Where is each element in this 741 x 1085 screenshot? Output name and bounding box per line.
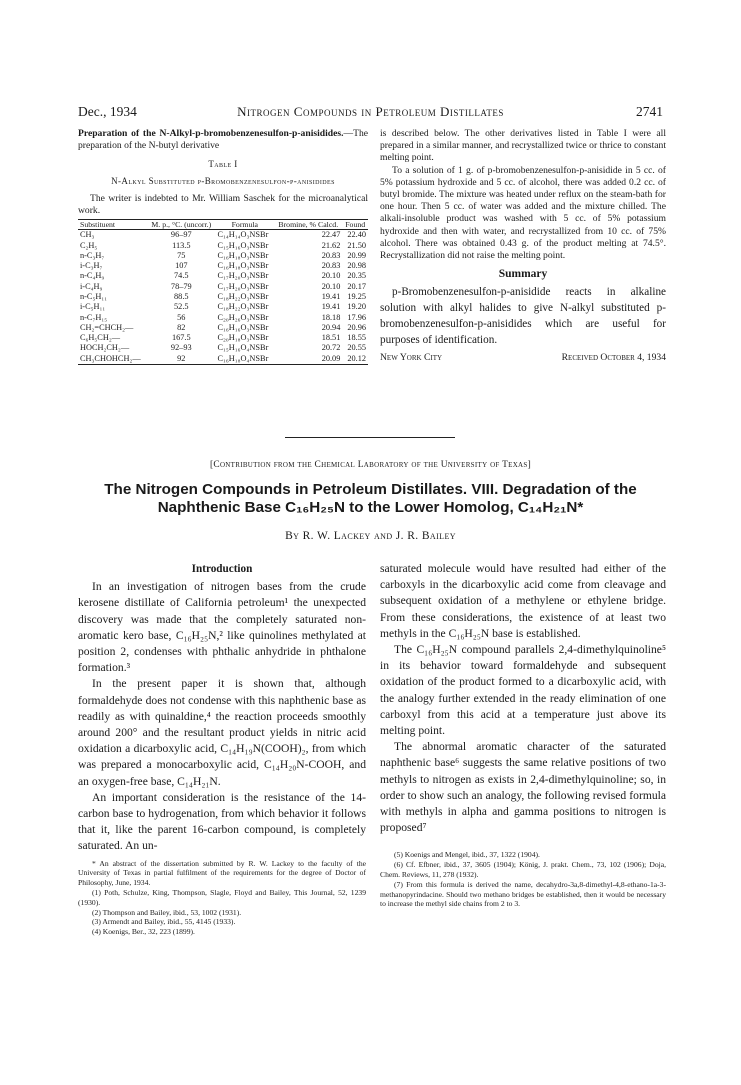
- cell-calcd: 20.72: [321, 343, 341, 353]
- table-row: [78, 271, 368, 281]
- cell-mp: 107: [175, 261, 188, 271]
- cell-calcd: 18.18: [321, 312, 341, 322]
- table-body: [78, 230, 368, 365]
- left-column: [78, 128, 368, 365]
- cell-found: 20.17: [347, 281, 366, 291]
- cell-calcd: 21.62: [321, 240, 341, 250]
- table-header-row: [78, 220, 368, 230]
- summary-title: Summary: [498, 268, 548, 281]
- cell-found: 22.40: [347, 230, 366, 240]
- footnote-6: (6) Cf. Efbner, ibid., 37, 3605 (1904); König, J. prakt. Chem., 73, 102 (1906); Doja, Chem. Reviews, 11, 278 (1932).: [380, 860, 666, 880]
- cell-formula: C₁₈H₂₂O₃NSBr: [217, 302, 269, 312]
- table-row: [78, 323, 368, 333]
- cell-mp: 52.5: [174, 302, 189, 312]
- cell-substituent: C₆H₅CH₂—: [80, 333, 121, 343]
- cell-formula: C₁₄H₁₄O₃NSBr: [217, 230, 269, 240]
- intro-heading: Introduction: [191, 563, 253, 575]
- cell-substituent: i-C₄H₉: [80, 281, 103, 291]
- cell-mp: 74.5: [174, 271, 189, 281]
- footnote-4: (4) Koenigs, Ber., 32, 223 (1899).: [92, 927, 195, 937]
- cell-calcd: 19.41: [321, 292, 341, 301]
- cell-found: 20.12: [347, 353, 366, 363]
- cell-mp: 82: [177, 322, 186, 332]
- table-row: [78, 354, 368, 365]
- cell-formula: C₁₇H₂₀O₃NSBr: [217, 271, 269, 281]
- summary-text: p-Bromobenzenesulfon-p-anisidide reacts in alkaline solution with alkyl halides to give N-alkyl substituted p-bromobenzenesulfon-p-anisidides which are useful for purposes of identification.: [380, 286, 666, 347]
- cell-found: 18.55: [347, 333, 366, 343]
- header-title: Nitrogen Compounds in Petroleum Distillates: [237, 104, 504, 119]
- table-row: [78, 313, 368, 323]
- page-number: 2741: [636, 104, 663, 119]
- cell-substituent: n-C₇H₁₅: [80, 312, 108, 322]
- footnote-star: * An abstract of the dissertation submitted by R. W. Lackey to the faculty of the University of Texas in partial fulfilment of the requirements for the degree of Doctor of Philosophy, June, 1934.: [78, 858, 366, 888]
- cell-formula: C₁₆H₁₈O₃NSBr: [217, 250, 269, 260]
- cell-mp: 56: [177, 312, 186, 322]
- received-date: Received October 4, 1934: [561, 352, 666, 364]
- footnotes-left: [78, 859, 366, 937]
- table-row: [78, 333, 368, 343]
- cell-calcd: 22.47: [321, 230, 341, 240]
- table-row: [78, 230, 368, 241]
- cell-mp: 78–79: [170, 281, 192, 291]
- cell-found: 20.55: [347, 343, 366, 353]
- cell-substituent: i-C₃H₇: [80, 261, 103, 271]
- cell-found: 17.96: [347, 312, 366, 322]
- cell-mp: 92–93: [170, 343, 192, 353]
- table-row: [78, 343, 368, 353]
- cell-calcd: 20.83: [321, 261, 341, 271]
- contribution-line: [Contribution from the Chemical Laboratory of the University of Texas]: [209, 460, 532, 470]
- cell-substituent: n-C₅H₁₁: [80, 292, 108, 301]
- body-right: [380, 561, 666, 909]
- footnote-1: (1) Poth, Schulze, King, Thompson, Slagle, Floyd and Bailey, This Journal, 52, 1239 (1930).: [78, 888, 366, 907]
- title-line-2: Naphthenic Base C₁₆H₂₅N to the Lower Homolog, C₁₄H₂₁N*: [157, 499, 584, 516]
- cell-formula: C₁₅H₁₆O₄NSBr: [217, 343, 269, 353]
- cell-formula: C₂₀H₂₆O₃NSBr: [217, 312, 269, 322]
- body-left: [78, 561, 366, 937]
- cell-found: 20.98: [347, 261, 366, 271]
- city: New York City: [380, 352, 443, 364]
- cell-calcd: 19.41: [321, 302, 341, 312]
- body-right-p1: saturated molecule would have resulted had either of the carboxyls in the dicarboxylic acid come from cleavage and subsequent oxidation of a methylene or ethylene bridge. From these considerations, the existence of at least two methyls in the C₁₆H₂₅N base is established.: [380, 562, 666, 640]
- cell-found: 19.25: [347, 292, 366, 301]
- body-left-p1: In an investigation of nitrogen bases from the crude kerosene distillate of California petroleum¹ the unexpected discovery was made that the completely saturated non-aromatic kero base, C₁₆H₂₅N,² like quinolines methylated at position 2, condenses with phthalic anhydride in phthalone formation.³: [78, 580, 366, 675]
- authors: By R. W. Lackey and J. R. Bailey: [285, 530, 456, 542]
- table-row: [78, 302, 368, 312]
- cell-substituent: C₂H₅: [80, 240, 98, 250]
- cell-formula: C₁₇H₂₀O₃NSBr: [217, 281, 269, 291]
- cell-formula: C₁₆H₁₈O₄NSBr: [217, 353, 269, 363]
- table-row: [78, 251, 368, 261]
- cell-calcd: 20.09: [321, 353, 341, 363]
- cell-mp: 113.5: [172, 240, 191, 250]
- cell-calcd: 20.94: [321, 322, 341, 332]
- cell-formula: C₁₈H₂₂O₃NSBr: [217, 292, 269, 301]
- prep-text: —The preparation of the N-butyl derivative: [78, 128, 368, 152]
- article-title: [60, 481, 681, 517]
- separator-rule: [285, 437, 455, 438]
- col-found: Found: [345, 220, 366, 230]
- body-right-p2: The C₁₆H₂₅N compound parallels 2,4-dimethylquinoline⁵ in its behavior toward formaldehyde and subsequent oxidation of the product formed to a dicarboxylic acid, with the analogy further extended in the ready elimination of one carboxyl from this acid at a temperature just above its melting point.: [380, 643, 666, 738]
- cell-mp: 167.5: [171, 333, 191, 343]
- cell-mp: 88.5: [174, 292, 189, 301]
- table-row: [78, 241, 368, 251]
- cell-found: 20.96: [347, 322, 366, 332]
- cell-substituent: CH₃CHOHCH₂—: [80, 353, 141, 363]
- header-date: Dec., 1934: [78, 104, 137, 119]
- body-right-p3: The abnormal aromatic character of the saturated naphthenic base⁶ suggests the same relative positions of two methyls to nitrogen as exists in 2,4-dimethylquinoline; so, in order to show such an analogy, the following revised formula with methyls in alpha and gamma positions to nitrogen is proposed⁷: [380, 740, 666, 835]
- cell-calcd: 18.51: [321, 333, 341, 343]
- cell-found: 19.20: [347, 302, 366, 312]
- data-table: [78, 219, 368, 365]
- table-row: [78, 282, 368, 292]
- col-calcd: Bromine, % Calcd.: [278, 220, 339, 230]
- table-row: [78, 292, 368, 302]
- footnote-2: (2) Thompson and Bailey, ibid., 53, 1002 (1931).: [92, 907, 242, 917]
- cell-substituent: n-C₃H₇: [80, 250, 105, 260]
- cell-found: 20.35: [347, 271, 366, 281]
- right-para-1: is described below. The other derivatives listed in Table I were all prepared in a similar manner, and recrystallized twice or thrice to constant melting point.: [380, 128, 666, 164]
- col-substituent: Substituent: [80, 220, 116, 230]
- acknowledgement: The writer is indebted to Mr. William Saschek for the microanalytical work.: [78, 192, 368, 217]
- cell-mp: 75: [177, 250, 186, 260]
- footnotes-right: [380, 850, 666, 909]
- signature-line: [380, 352, 666, 364]
- col-formula: Formula: [231, 220, 259, 230]
- cell-calcd: 20.10: [321, 281, 341, 291]
- table-row: [78, 261, 368, 271]
- footnote-7: (7) From this formula is derived the name, decahydro-3a,8-dimethyl-4,8-ethano-1a-3-methanopyrindacine. Should two methano bridges be established, then it would be necessary to increase the methyl side chains from 2 to 3.: [380, 879, 666, 909]
- cell-formula: C₁₅H₁₆O₃NSBr: [217, 240, 269, 250]
- table-caption: N-Alkyl Substituted p-Bromobenzenesulfon-p-anisidides: [111, 175, 335, 186]
- cell-formula: C₂₀H₁₈O₃NSBr: [217, 333, 269, 343]
- cell-substituent: n-C₄H₉: [80, 271, 105, 281]
- cell-formula: C₁₆H₁₆O₃NSBr: [217, 322, 269, 332]
- body-left-p3: An important consideration is the resistance of the 14-carbon base to hydrogenation, from which behavior it follows that it, like the parent 16-carbon compound, is completely saturated. An un-: [78, 790, 366, 853]
- cell-mp: 92: [177, 353, 186, 363]
- footnote-5: (5) Koenigs and Mengel, ibid., 37, 1322 (1904).: [394, 850, 540, 860]
- col-mp: M. p., °C. (uncorr.): [151, 220, 212, 230]
- cell-calcd: 20.10: [321, 271, 341, 281]
- cell-substituent: CH₃: [80, 230, 95, 240]
- cell-substituent: CH₂=CHCH₂—: [80, 322, 134, 332]
- title-line-1: The Nitrogen Compounds in Petroleum Distillates. VIII. Degradation of the: [104, 481, 637, 498]
- cell-substituent: i-C₅H₁₁: [80, 302, 106, 312]
- cell-found: 21.50: [347, 240, 366, 250]
- table-title: Table I: [208, 159, 238, 170]
- cell-substituent: HOCH₂CH₂—: [80, 343, 130, 353]
- right-para-2: To a solution of 1 g. of p-bromobenzenesulfon-p-anisidide in 5 cc. of 5% potassium hydroxide and 5 cc. of alcohol, there was added 0.2 cc. of butyl bromide. The mixture was heated under reflux on the steam-bath for one hour. Then 5 cc. of water was added and the mixture chilled. The alkali-insoluble product was washed with 5 cc. of 5% potassium hydroxide and then with water, and recrystallized from 10 cc. of 75% alcohol. There was obtained 0.43 g. of the product melting at 74.5°. Recrystallization did not raise the melting point.: [380, 164, 666, 262]
- body-left-p2: In the present paper it is shown that, although formaldehyde does not condense with this naphthenic base as readily as with quinaldine,⁴ the reaction proceeds smoothly around 200° and the resultant product yields in nitric acid oxidation a dicarboxylic acid, C₁₄H₁₉N(COOH)₂, from which was prepared a monocarboxylic acid, C₁₄H₂₀N-COOH, and an oxygen-free base, C₁₄H₂₁N.: [78, 677, 366, 788]
- cell-formula: C₁₆H₁₈O₃NSBr: [217, 261, 269, 271]
- cell-found: 20.99: [347, 250, 366, 260]
- right-column: [380, 128, 666, 365]
- cell-calcd: 20.83: [321, 250, 341, 260]
- footnote-3: (3) Armendt and Bailey, ibid., 55, 4145 (1933).: [92, 917, 236, 927]
- cell-mp: 96–97: [170, 230, 192, 240]
- prep-heading: Preparation of the N-Alkyl-p-bromobenzenesulfon-p-anisidides.: [78, 128, 344, 139]
